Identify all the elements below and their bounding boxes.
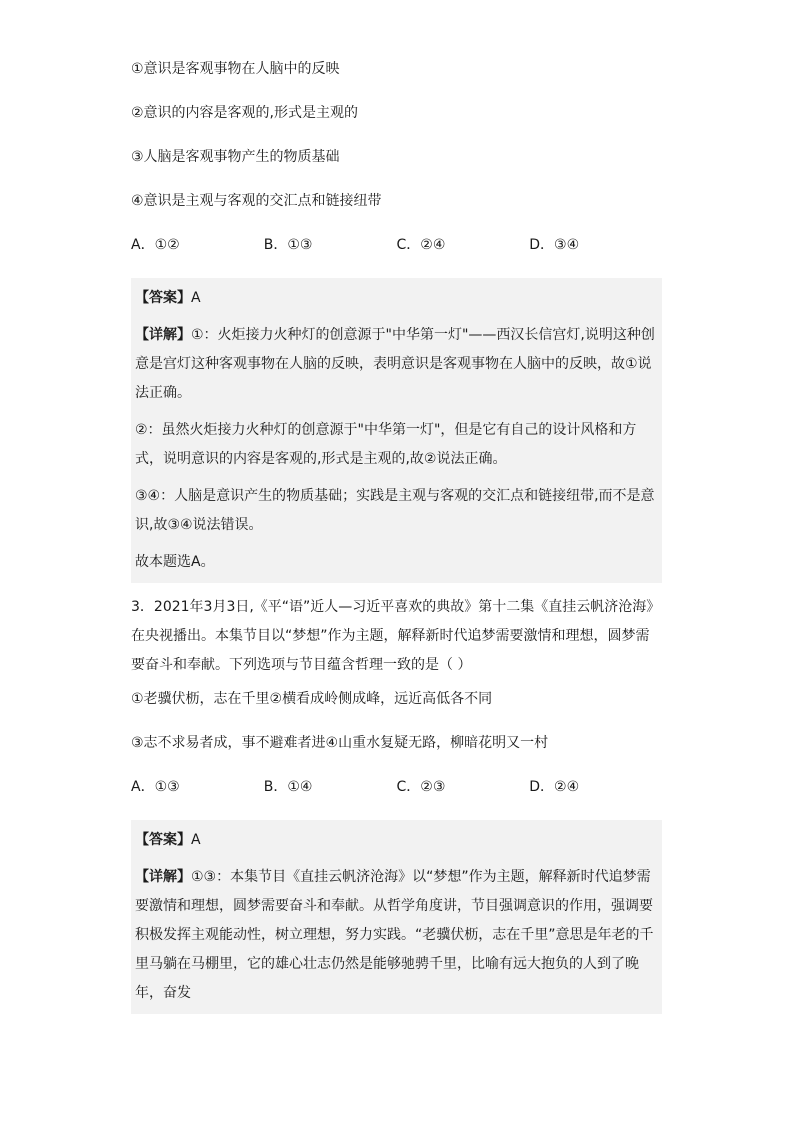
q3-option-d: D．②④ xyxy=(529,779,580,795)
q2-options xyxy=(131,234,662,256)
q3-answer xyxy=(135,826,662,855)
q3-detail xyxy=(135,863,662,1008)
q2-statement-1: ①意识是客观事物在人脑中的反映 xyxy=(131,61,340,77)
q2-option-b: B．①③ xyxy=(263,237,313,253)
q2-option-c: C．②④ xyxy=(396,237,446,253)
q3-statement-1: ①老骥伏枥，志在千里②横看成岭侧成峰，远近高低各不同 xyxy=(131,691,493,707)
q3-answer-box xyxy=(131,820,662,1014)
q3-detail-text: ①③：本集节目《直挂云帆济沧海》以“梦想”作为主题，解释新时代追梦需要激情和理想，圆梦需要奋斗和奉献。从哲学角度讲，节目强调意识的作用，强调要积极发挥主观能动性，树立理想，努力实践。“老骥伏枥，志在千里”意思是年老的千里马躺在马棚里，它的雄心壮志仍然是能够驰骋千里，比喻有远大抱负的人到了晚年，奋发 xyxy=(135,869,654,1001)
q3-detail-label: 【详解】 xyxy=(135,869,191,885)
q2-statement-3: ③人脑是客观事物产生的物质基础 xyxy=(131,149,340,165)
q3-options xyxy=(131,776,662,798)
q2-detail-2: ②：虽然火炬接力火种灯的创意源于"中华第一灯"，但是它有自己的设计风格和方式，说明意识的内容是客观的,形式是主观的,故②说法正确。 xyxy=(135,422,637,467)
q2-answer-box xyxy=(131,278,662,583)
q2-detail-3: ③④：人脑是意识产生的物质基础；实践是主观与客观的交汇点和链接纽带,而不是意识,故③④说法错误。 xyxy=(135,488,655,533)
q2-option-d: D．③④ xyxy=(529,237,580,253)
q3-statement-2: ③志不求易者成，事不避难者进④山重水复疑无路，柳暗花明又一村 xyxy=(131,735,549,751)
q2-conclusion: 故本题选A。 xyxy=(135,554,215,570)
q2-option-a: A．①② xyxy=(131,237,180,253)
q3-option-c: C．②③ xyxy=(396,779,446,795)
q3-answer-label: 【答案】 xyxy=(135,832,191,848)
q2-answer-value: A xyxy=(191,290,201,306)
q2-statement-2: ②意识的内容是客观的,形式是主观的 xyxy=(131,105,359,121)
document-page xyxy=(131,58,662,1024)
q3-stem: 3．2021年3月3日,《平“语”近人—习近平喜欢的典故》第十二集《直挂云帆济沧海》在央视播出。本集节目以“梦想”作为主题，解释新时代追梦需要激情和理想，圆梦需要奋斗和奉献。下列选项与节目蕴含哲理一致的是（ ） xyxy=(131,599,661,673)
q2-answer-label: 【答案】 xyxy=(135,290,191,306)
q3-option-b: B．①④ xyxy=(263,779,313,795)
q3-answer-value: A xyxy=(191,832,201,848)
q2-detail-label: 【详解】 xyxy=(135,327,191,343)
q2-detail-text-1: ①：火炬接力火种灯的创意源于"中华第一灯"——西汉长信宫灯,说明这种创意是宫灯这种客观事物在人脑的反映，表明意识是客观事物在人脑中的反映，故①说法正确。 xyxy=(135,327,655,401)
q2-detail-1 xyxy=(135,321,662,408)
q3-option-a: A．①③ xyxy=(131,779,180,795)
q2-answer xyxy=(135,284,662,313)
q2-statement-4: ④意识是主观与客观的交汇点和链接纽带 xyxy=(131,193,382,209)
